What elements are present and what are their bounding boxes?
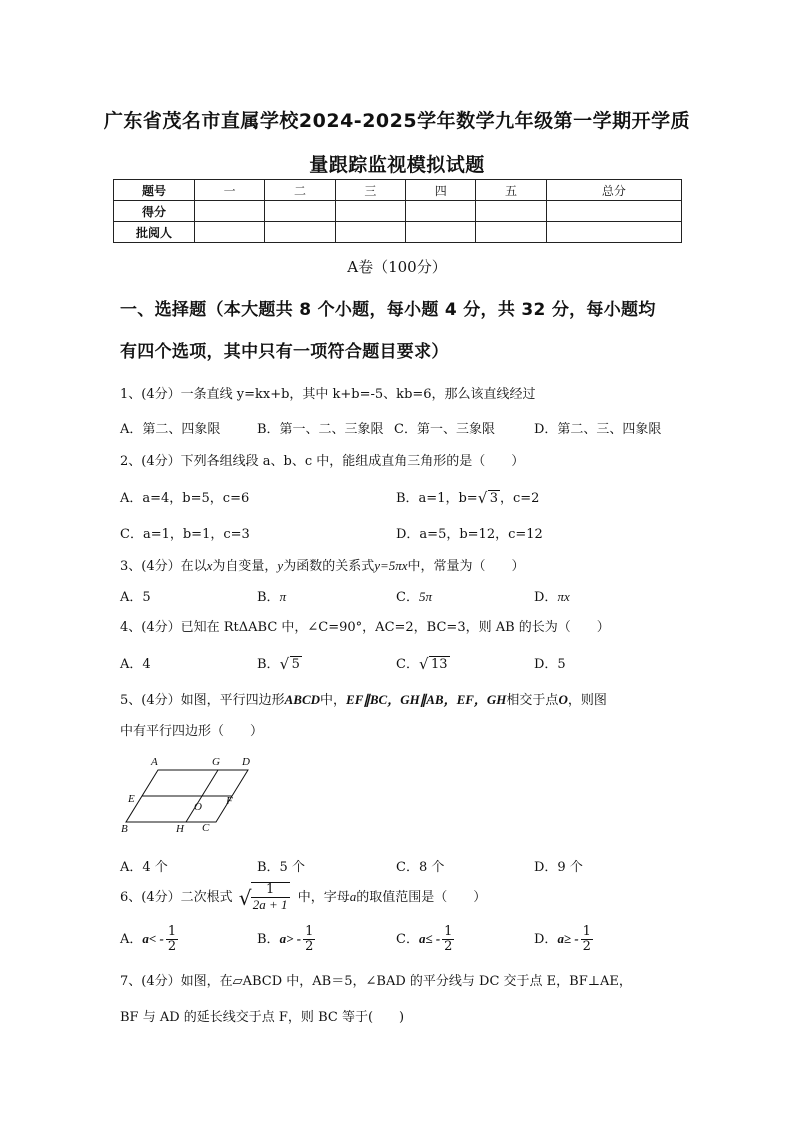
question-2-stem: 2、(4分）下列各组线段 a、b、c 中，能组成直角三角形的是（ ） bbox=[120, 454, 525, 469]
question-6-option-b: B．a> - $\frac{1}{2}$ bbox=[257, 924, 314, 954]
question-5-stem-line-1: 5、(4分）如图，平行四边形ABCD中，EF∥BC，GH∥AB，EF，GH相交于点O，则图 bbox=[120, 692, 607, 708]
radical: √ 5 bbox=[280, 657, 302, 672]
score-cell bbox=[335, 201, 405, 222]
score-row-label: 得分 bbox=[114, 201, 195, 222]
score-header-cell: 五 bbox=[476, 180, 546, 201]
question-5-option-b: B．5 个 bbox=[257, 860, 305, 875]
score-cell bbox=[546, 222, 681, 243]
question-7-stem-line-1: 7、(4分）如图，在▱ABCD 中，AB＝5，∠BAD 的平分线与 DC 交于点 E，BF⊥AE， bbox=[120, 974, 632, 989]
question-5-option-d: D．9 个 bbox=[534, 860, 583, 875]
radical: √ 13 bbox=[419, 657, 450, 672]
score-header-cell: 一 bbox=[195, 180, 265, 201]
question-1-option-b: B．第一、二、三象限 bbox=[257, 422, 384, 437]
question-6-option-a: A．a< - $\frac{1}{2}$ bbox=[120, 924, 177, 954]
question-4-option-b: B．√ 5 bbox=[257, 653, 302, 672]
score-table-row bbox=[114, 222, 682, 243]
score-cell bbox=[546, 201, 681, 222]
question-4-option-d: D．5 bbox=[534, 657, 566, 672]
option-b-tail: ，c=2 bbox=[499, 491, 540, 506]
score-cell bbox=[476, 201, 546, 222]
score-header-cell: 总分 bbox=[546, 180, 681, 201]
section-heading-line-1: 一、选择题（本大题共 8 个小题，每小题 4 分，共 32 分，每小题均 bbox=[120, 300, 656, 320]
page-title-line-2: 量跟踪监视模拟试题 bbox=[309, 154, 485, 176]
question-7-stem-line-2: BF 与 AD 的延长线交于点 F，则 BC 等于( ) bbox=[120, 1010, 405, 1025]
question-1-option-c: C．第一、三象限 bbox=[394, 422, 495, 437]
question-3-option-a: A．5 bbox=[120, 590, 151, 605]
question-2-option-a: A．a=4，b=5，c=6 bbox=[120, 491, 250, 506]
radical-fraction: √ $\frac{1}{2a + 1}$ bbox=[238, 882, 288, 912]
score-header-cell: 四 bbox=[406, 180, 476, 201]
parallelogram-figure bbox=[118, 752, 258, 840]
question-2-option-d: D．a=5，b=12，c=12 bbox=[396, 527, 543, 542]
question-5-stem-line-2: 中有平行四边形（ ） bbox=[120, 724, 264, 739]
score-cell bbox=[265, 222, 335, 243]
figure-label: D bbox=[242, 756, 250, 768]
question-3-option-b: B．π bbox=[257, 589, 287, 605]
score-header-cell: 题号 bbox=[114, 180, 195, 201]
question-2-option-b bbox=[396, 487, 539, 506]
figure-label: F bbox=[226, 795, 233, 807]
page-title-line-1: 广东省茂名市直属学校2024-2025学年数学九年级第一学期开学质 bbox=[103, 110, 691, 132]
question-4-stem: 4、(4分）已知在 RtΔABC 中，∠C=90°，AC=2，BC=3，则 AB 的长为（ ） bbox=[120, 620, 610, 635]
figure-label: E bbox=[128, 793, 135, 805]
question-1-option-d: D．第二、三、四象限 bbox=[534, 422, 662, 437]
score-header-cell: 二 bbox=[265, 180, 335, 201]
question-5-option-a: A．4 个 bbox=[120, 860, 168, 875]
option-b-text: B．a=1，b= bbox=[396, 491, 478, 506]
score-cell bbox=[335, 222, 405, 243]
score-header-cell: 三 bbox=[335, 180, 405, 201]
score-cell bbox=[195, 222, 265, 243]
figure-label: C bbox=[202, 822, 210, 834]
question-3-option-c: C．5π bbox=[396, 589, 432, 605]
question-1-stem: 1、(4分）一条直线 y=kx+b，其中 k+b=-5、kb=6，那么该直线经过 bbox=[120, 387, 536, 402]
question-4-option-c: C．√ 13 bbox=[396, 653, 450, 672]
question-3-stem: 3、(4分）在以x为自变量，y为函数的关系式y=5πx中，常量为（ ） bbox=[120, 558, 525, 574]
question-4-option-a: A．4 bbox=[120, 657, 151, 672]
question-3-option-d: D．πx bbox=[534, 589, 570, 605]
volume-heading: A卷（100分） bbox=[347, 258, 447, 276]
figure-label: G bbox=[212, 756, 220, 768]
figure-label: A bbox=[151, 756, 158, 768]
score-cell bbox=[476, 222, 546, 243]
score-table-row bbox=[114, 201, 682, 222]
score-cell bbox=[195, 201, 265, 222]
score-cell bbox=[406, 222, 476, 243]
radical: √ 3 bbox=[478, 491, 500, 506]
score-cell bbox=[265, 201, 335, 222]
question-6-option-c: C．a≤ - $\frac{1}{2}$ bbox=[396, 924, 453, 954]
figure-label: O bbox=[194, 801, 202, 813]
section-heading-line-2: 有四个选项，其中只有一项符合题目要求） bbox=[120, 342, 449, 362]
question-6-option-d: D．a≥ - $\frac{1}{2}$ bbox=[534, 924, 591, 954]
figure-label: B bbox=[121, 823, 128, 835]
score-table bbox=[113, 179, 682, 243]
score-cell bbox=[406, 201, 476, 222]
score-table-header-row bbox=[114, 180, 682, 201]
question-2-option-c: C．a=1，b=1，c=3 bbox=[120, 527, 250, 542]
figure-label: H bbox=[176, 823, 184, 835]
question-5-option-c: C．8 个 bbox=[396, 860, 445, 875]
question-6-stem: 6、(4分）二次根式 √ $\frac{1}{2a + 1}$ 中，字母a的取值范围是（ ） bbox=[120, 882, 487, 912]
question-1-option-a: A．第二、四象限 bbox=[120, 422, 221, 437]
score-row-label: 批阅人 bbox=[114, 222, 195, 243]
